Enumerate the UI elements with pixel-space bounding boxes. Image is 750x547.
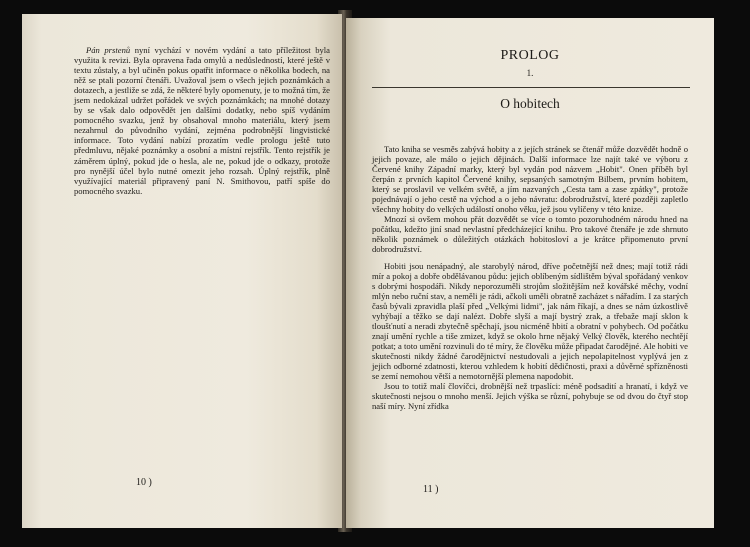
heading-divider	[372, 87, 690, 88]
foreword-text: nyní vychází v novém vydání a tato příležitost byla využita k revizi. Byla opravena řada omylů a nedůsledností, které ještě v textu zůstaly, a byl učiněn pokus opatřit informace o několika bodech, na něž se ptali pozorní čtenáři. Uvažoval jsem o všech jejich poznámkách a dotazech, a jestliže se zdá, že některé byly opomenuty, je to možná tím, že jsem nedokázal udržet pořádek ve svých poznámkách; na mnohé dotazy by se však dalo odpovědět jen dalšími dodatky, nebo spíš vydáním pomocného svazku, jenž by obsahoval mnoho materiálu, který jsem nezahrnul do původního vydání, zejména podrobnější lingvistické informace. Toto vydání nabízí prozatím vedle prologu ještě tuto předmluvu, nějaké poznámky a osobní a místní rejstřík. Tento rejstřík je záměrem úplný, pokud jde o hesla, ale ne, pokud jde o odkazy, protože pro nynější účel bylo nutné omezit jeho rozsah. Úplný rejstřík, plně využívající materiál připravený paní N. Smithovou, patří spíše do pomocného svazku.	[74, 45, 330, 196]
paragraph: Tato kniha se vesměs zabývá hobity a z jejích stránek se čtenář může dozvědět hodně o jejich povaze, ale málo o jejich dějinách. Další informace lze najít také ve výboru z Červené knihy Západní marky, který byl vydán pod názvem „Hobit". Onen příběh byl čerpán z prvních kapitol Červené knihy, sepsaných samotným Bilbem, prvním hobitem, který se proslavil ve velkém světě, a jím nazvaných „Cesta tam a zase zpátky", protože pojednávají o jeho cestě na východ a o jeho návratu: dobrodružství, které později zapletlo všechny hobity do velkých událostí onoho věku, jež jsou vylíčeny v této knize.	[372, 144, 688, 215]
chapter-number: 1.	[526, 68, 534, 78]
paragraph: Hobiti jsou nenápadný, ale starobylý národ, dříve početnější než dnes; mají totiž rádi mír a pokoj a dobře obdělávanou půdu: jejich oblíbeným sídlištěm býval spořádaný venkov s dobrými hospodáři. Nikdy neporozuměli strojům složitějším než kovářské měchy, vodní mlýn nebo ruční stav, a neměli je rádi, ačkoli uměli obratně zacházet s nářadím. I za starých časů bývali zpravidla plaší před „Velkými lidmi", jak nám říkají, a dnes se nám úzkostlivě vyhýbají a těžko se dají nalézt. Dobře slyší a mají bystrý zrak, a třebaže mají sklon k tloušťnutí a neradi zbytečně spěchají, jsou nicméně hbití a obratní v pohybech. Od počátku znají umění rychle a tiše zmizet, když se okolo hrne nějaký Velký člověk, kterého nechtějí potkat; a toto umění rozvinuli do té míry, že člověku může připadat čarodějné. Ale hobiti ve skutečnosti nikdy žádné čarodějnictví nestudovali a jejich nepolapitelnost vyplývá jen z jejich odborné zdatnosti, kterou vzhledem k hobití dědičnosti, praxi a důvěrné spřízněnosti se zemí nemohou větší a nemotornější plemena napodobit.	[372, 260, 688, 382]
prolog-heading: PROLOG	[500, 48, 560, 63]
left-page	[22, 14, 342, 528]
foreword-paragraph	[74, 45, 330, 196]
right-page-number: 11 )	[423, 484, 439, 495]
left-page-number: 10 )	[136, 477, 152, 488]
paragraph: Mnozí si ovšem mohou přát dozvědět se více o tomto pozoruhodném národu hned na počátku, kdežto jiní snad nevlastní předcházející knihu. Pro takové čtenáře je zde shrnuto několik poznámek o důležitých otázkách hobitosloví a je krátce připomenuto první dobrodružství.	[372, 214, 688, 255]
italic-book-title: Pán prstenů	[86, 45, 131, 55]
right-page-text	[372, 144, 688, 411]
right-page	[346, 18, 714, 528]
left-page-text	[74, 45, 330, 196]
chapter-title: O hobitech	[500, 96, 560, 111]
paragraph: Jsou to totiž malí človíčci, drobnější než trpaslíci: méně podsadití a hranatí, i když ve skutečnosti nejsou o mnoho menší. Jejich výška se různí, pohybuje se od dvou do čtyř stop naší míry. Nyní zřídka	[372, 381, 688, 412]
